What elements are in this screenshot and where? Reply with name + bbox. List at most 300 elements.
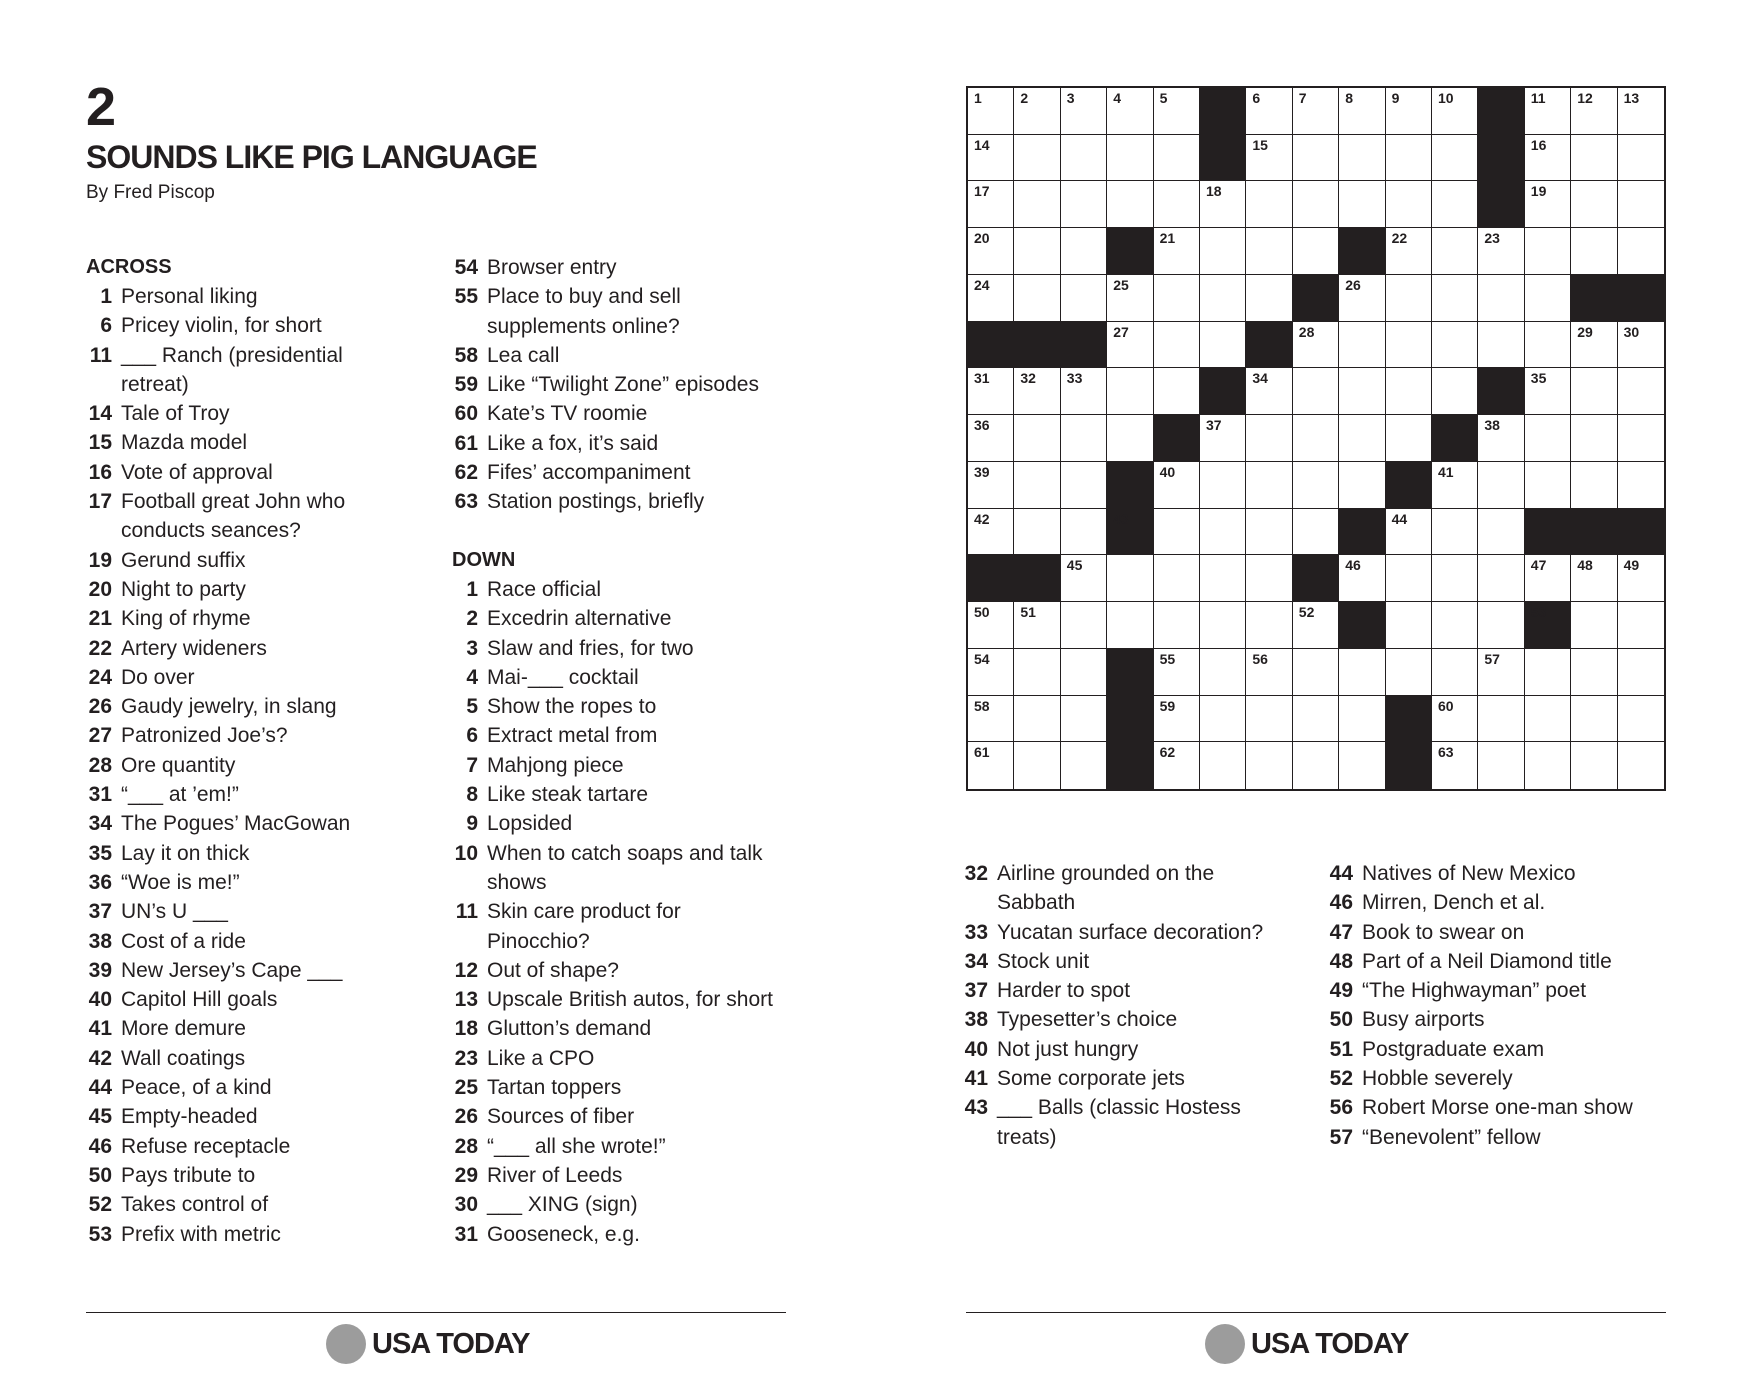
cell-number: 56 — [1252, 650, 1268, 667]
clue-text: Excedrin alternative — [487, 607, 672, 631]
grid-cell[interactable] — [1293, 228, 1339, 275]
grid-cell[interactable] — [1246, 555, 1292, 602]
grid-cell[interactable] — [1525, 228, 1571, 275]
clue-item — [86, 428, 456, 457]
grid-cell[interactable] — [1061, 88, 1107, 135]
grid-cell[interactable] — [1571, 368, 1617, 415]
clue-number: 1 — [466, 577, 478, 601]
grid-cell[interactable] — [1293, 649, 1339, 696]
grid-cell[interactable] — [1200, 602, 1246, 649]
cell-number: 9 — [1391, 90, 1400, 106]
grid-cell[interactable] — [1386, 228, 1432, 275]
grid-cell[interactable] — [1571, 181, 1617, 228]
grid-cell[interactable] — [1571, 135, 1617, 182]
grid-cell[interactable] — [1200, 275, 1246, 322]
grid-cell[interactable] — [1014, 181, 1060, 228]
clue-text: Vote of approval — [121, 460, 273, 484]
clue-item — [962, 1064, 1332, 1093]
grid-cell[interactable] — [1339, 415, 1385, 462]
grid-cell[interactable] — [1246, 649, 1292, 696]
grid-cell[interactable] — [968, 696, 1014, 743]
grid-cell[interactable] — [1525, 368, 1571, 415]
grid-cell[interactable] — [1154, 555, 1200, 602]
clue-text: “___ all she wrote!” — [487, 1134, 666, 1158]
grid-cell[interactable] — [1386, 368, 1432, 415]
clue-number: 31 — [454, 1222, 478, 1246]
grid-cell[interactable] — [1061, 696, 1107, 743]
clue-number: 36 — [88, 870, 112, 894]
grid-cell[interactable] — [1618, 368, 1664, 415]
grid-cell[interactable] — [1432, 88, 1478, 135]
clue-text: “___ at ’em!” — [121, 783, 239, 807]
grid-cell[interactable] — [1200, 509, 1246, 556]
grid-cell[interactable] — [1386, 322, 1432, 369]
grid-cell[interactable] — [1293, 696, 1339, 743]
grid-cell[interactable] — [1618, 462, 1664, 509]
cell-number: 31 — [974, 370, 990, 387]
grid-cell[interactable] — [1246, 742, 1292, 789]
grid-cell[interactable] — [1525, 742, 1571, 789]
grid-cell[interactable] — [1154, 649, 1200, 696]
grid-cell[interactable] — [1618, 696, 1664, 743]
grid-cell[interactable] — [1061, 228, 1107, 275]
grid-cell[interactable] — [1525, 181, 1571, 228]
clue-column-1 — [86, 253, 456, 1249]
grid-cell[interactable] — [1014, 368, 1060, 415]
grid-cell[interactable] — [1339, 181, 1385, 228]
grid-cell[interactable] — [1200, 742, 1246, 789]
grid-cell[interactable] — [1571, 462, 1617, 509]
black-square — [1154, 415, 1200, 462]
grid-cell[interactable] — [1432, 696, 1478, 743]
grid-cell[interactable] — [1478, 415, 1524, 462]
grid-cell[interactable] — [968, 228, 1014, 275]
clue-item — [452, 634, 812, 663]
grid-cell[interactable] — [1432, 135, 1478, 182]
clue-text: Mirren, Dench et al. — [1362, 891, 1546, 915]
clue-number: 34 — [964, 949, 988, 973]
clue-number: 63 — [454, 490, 478, 514]
grid-cell[interactable] — [1432, 509, 1478, 556]
clue-item — [86, 1044, 456, 1073]
grid-cell[interactable] — [1571, 88, 1617, 135]
grid-cell[interactable] — [1061, 742, 1107, 789]
grid-cell[interactable] — [1525, 88, 1571, 135]
grid-cell[interactable] — [1154, 228, 1200, 275]
clue-text: Typesetter’s choice — [997, 1008, 1178, 1032]
grid-cell[interactable] — [1571, 228, 1617, 275]
cell-number: 8 — [1345, 90, 1353, 106]
grid-cell[interactable] — [1246, 415, 1292, 462]
grid-cell[interactable] — [1014, 415, 1060, 462]
clue-number: 48 — [1329, 949, 1353, 973]
clue-number: 44 — [1329, 862, 1353, 885]
grid-cell[interactable] — [1154, 509, 1200, 556]
grid-cell[interactable] — [1246, 368, 1292, 415]
grid-cell[interactable] — [1246, 602, 1292, 649]
grid-cell[interactable] — [1246, 88, 1292, 135]
grid-cell[interactable] — [1014, 88, 1060, 135]
grid-cell[interactable] — [1154, 181, 1200, 228]
grid-cell[interactable] — [1154, 696, 1200, 743]
cell-number: 53 — [1530, 604, 1547, 621]
clue-text: Like a CPO — [487, 1046, 595, 1070]
grid-cell[interactable] — [1339, 555, 1385, 602]
clue-item — [86, 751, 456, 780]
grid-cell[interactable] — [1339, 696, 1385, 743]
clue-item — [452, 312, 812, 341]
grid-cell[interactable] — [1478, 462, 1524, 509]
grid-cell[interactable] — [1339, 275, 1385, 322]
grid-cell[interactable] — [1618, 322, 1664, 369]
grid-cell[interactable] — [1432, 368, 1478, 415]
cell-number: 28 — [1298, 323, 1315, 340]
grid-cell[interactable] — [1154, 275, 1200, 322]
grid-cell[interactable] — [968, 415, 1014, 462]
grid-cell[interactable] — [1386, 555, 1432, 602]
grid-cell[interactable] — [1246, 228, 1292, 275]
grid-cell[interactable] — [1061, 275, 1107, 322]
grid-cell[interactable] — [968, 135, 1014, 182]
grid-cell[interactable] — [1293, 462, 1339, 509]
grid-cell[interactable] — [968, 275, 1014, 322]
grid-cell[interactable] — [1618, 742, 1664, 789]
grid-cell[interactable] — [1432, 555, 1478, 602]
grid-cell[interactable] — [1571, 649, 1617, 696]
grid-cell[interactable] — [1107, 322, 1153, 369]
grid-cell[interactable] — [1107, 135, 1153, 182]
grid-cell[interactable] — [1432, 181, 1478, 228]
clue-number: 19 — [88, 548, 112, 572]
clue-number: 37 — [964, 979, 988, 1003]
grid-cell[interactable] — [1478, 555, 1524, 602]
grid-cell[interactable] — [1525, 322, 1571, 369]
grid-cell[interactable] — [1571, 742, 1617, 789]
clue-text: Football great John who — [121, 490, 346, 514]
grid-cell[interactable] — [1618, 649, 1664, 696]
clue-item — [452, 341, 812, 370]
grid-cell[interactable] — [1525, 696, 1571, 743]
cell-number: 62 — [1159, 744, 1176, 761]
grid-cell[interactable] — [1478, 742, 1524, 789]
grid-cell[interactable] — [1432, 228, 1478, 275]
cell-number: 16 — [1530, 136, 1547, 153]
black-square — [1107, 696, 1153, 743]
black-square — [1107, 509, 1153, 556]
clue-number: 26 — [88, 695, 112, 719]
grid-cell[interactable] — [1386, 181, 1432, 228]
clue-text: Out of shape? — [487, 958, 619, 982]
black-square — [1571, 275, 1617, 322]
clue-item — [1327, 1123, 1687, 1152]
clue-number: 9 — [466, 812, 478, 836]
clue-item — [452, 1220, 812, 1249]
grid-cell[interactable] — [1339, 742, 1385, 789]
grid-cell[interactable] — [1386, 135, 1432, 182]
grid-cell[interactable] — [1200, 649, 1246, 696]
usa-today-logo-left: USA TODAY — [326, 1324, 530, 1364]
clue-number — [452, 312, 478, 341]
grid-cell[interactable] — [1246, 462, 1292, 509]
cell-number: 48 — [1577, 557, 1593, 574]
clue-column-4 — [1327, 859, 1687, 1152]
clue-number: 4 — [466, 665, 478, 689]
grid-cell[interactable] — [1432, 649, 1478, 696]
grid-cell[interactable] — [968, 88, 1014, 135]
grid-cell[interactable] — [1014, 228, 1060, 275]
clue-item — [452, 956, 812, 985]
clue-text: conducts seances? — [121, 519, 301, 543]
grid-cell[interactable] — [1478, 649, 1524, 696]
clue-item — [452, 253, 812, 282]
grid-cell[interactable] — [1478, 602, 1524, 649]
grid-cell[interactable] — [1107, 602, 1153, 649]
grid-cell[interactable] — [1200, 228, 1246, 275]
clue-text: River of Leeds — [487, 1163, 623, 1187]
grid-cell[interactable] — [1293, 88, 1339, 135]
grid-cell[interactable] — [1154, 88, 1200, 135]
cell-number: 5 — [1159, 90, 1168, 106]
black-square — [968, 555, 1014, 602]
grid-cell[interactable] — [1061, 135, 1107, 182]
grid-cell[interactable] — [1014, 462, 1060, 509]
grid-cell[interactable] — [1154, 135, 1200, 182]
grid-cell[interactable] — [968, 602, 1014, 649]
black-square — [1386, 696, 1432, 743]
clue-number: 46 — [1329, 891, 1353, 915]
grid-cell[interactable] — [1571, 696, 1617, 743]
clue-number: 57 — [1329, 1125, 1353, 1149]
clue-text: Pinocchio? — [487, 929, 590, 953]
grid-cell[interactable] — [1432, 322, 1478, 369]
grid-cell[interactable] — [1107, 275, 1153, 322]
grid-cell[interactable] — [1432, 602, 1478, 649]
clue-item — [452, 897, 812, 926]
grid-cell[interactable] — [968, 742, 1014, 789]
footer-rule-left — [86, 1312, 786, 1313]
clue-text: Mazda model — [121, 431, 248, 455]
clue-item — [86, 663, 456, 692]
black-square — [1525, 602, 1571, 649]
clue-item — [452, 487, 812, 516]
black-square — [1432, 415, 1478, 462]
grid-cell[interactable] — [1293, 368, 1339, 415]
grid-cell[interactable] — [1618, 415, 1664, 462]
clue-item — [452, 370, 812, 399]
grid-cell[interactable] — [968, 462, 1014, 509]
grid-cell[interactable] — [1061, 462, 1107, 509]
black-square — [968, 322, 1014, 369]
grid-cell[interactable] — [1154, 322, 1200, 369]
grid-cell[interactable] — [1339, 462, 1385, 509]
grid-cell[interactable] — [1200, 322, 1246, 369]
grid-cell[interactable] — [1246, 181, 1292, 228]
grid-cell[interactable] — [1525, 275, 1571, 322]
clue-number: 46 — [88, 1134, 112, 1158]
grid-cell[interactable] — [1107, 88, 1153, 135]
clue-item — [452, 839, 812, 868]
grid-cell[interactable] — [1200, 415, 1246, 462]
grid-cell[interactable] — [1246, 275, 1292, 322]
clue-item — [452, 1014, 812, 1043]
clue-number: 17 — [88, 490, 112, 514]
grid-cell[interactable] — [1525, 415, 1571, 462]
grid-cell[interactable] — [1293, 509, 1339, 556]
grid-cell[interactable] — [1571, 322, 1617, 369]
grid-cell[interactable] — [1014, 649, 1060, 696]
clue-item — [86, 839, 456, 868]
grid-cell[interactable] — [1339, 368, 1385, 415]
grid-cell[interactable] — [1432, 275, 1478, 322]
clue-item — [1327, 859, 1687, 888]
grid-cell[interactable] — [1246, 696, 1292, 743]
clue-item — [452, 1161, 812, 1190]
grid-cell[interactable] — [1154, 368, 1200, 415]
grid-cell[interactable] — [1339, 649, 1385, 696]
grid-cell[interactable] — [1107, 181, 1153, 228]
clue-number: 32 — [964, 862, 988, 885]
grid-cell[interactable] — [1478, 275, 1524, 322]
grid-cell[interactable] — [1618, 88, 1664, 135]
grid-cell[interactable] — [1618, 135, 1664, 182]
grid-cell[interactable] — [1246, 509, 1292, 556]
clue-number: 3 — [466, 636, 478, 660]
grid-cell[interactable] — [1293, 415, 1339, 462]
grid-cell[interactable] — [1200, 181, 1246, 228]
grid-cell[interactable] — [1478, 509, 1524, 556]
grid-cell[interactable] — [1154, 462, 1200, 509]
clue-text: Cost of a ride — [121, 929, 246, 953]
grid-cell[interactable] — [1339, 135, 1385, 182]
clue-item — [1327, 976, 1687, 1005]
clue-text: Do over — [121, 665, 195, 689]
grid-cell[interactable] — [1293, 181, 1339, 228]
clue-item — [452, 1073, 812, 1102]
grid-cell[interactable] — [1014, 602, 1060, 649]
grid-cell[interactable] — [1061, 415, 1107, 462]
grid-cell[interactable] — [1618, 228, 1664, 275]
clue-item — [452, 780, 812, 809]
grid-cell[interactable] — [1293, 602, 1339, 649]
grid-cell[interactable] — [968, 181, 1014, 228]
grid-cell[interactable] — [1386, 649, 1432, 696]
clue-text: Mahjong piece — [487, 753, 624, 777]
grid-cell[interactable] — [1061, 602, 1107, 649]
grid-cell[interactable] — [1061, 181, 1107, 228]
grid-cell[interactable] — [1014, 135, 1060, 182]
grid-cell[interactable] — [1154, 602, 1200, 649]
grid-cell[interactable] — [1525, 462, 1571, 509]
grid-cell[interactable] — [1386, 88, 1432, 135]
grid-cell[interactable] — [1478, 696, 1524, 743]
grid-cell[interactable] — [1525, 135, 1571, 182]
clue-text: Sources of fiber — [487, 1105, 635, 1129]
grid-cell[interactable] — [1386, 415, 1432, 462]
clue-item — [86, 721, 456, 750]
grid-cell[interactable] — [1200, 555, 1246, 602]
grid-cell[interactable] — [1061, 509, 1107, 556]
clue-item — [452, 604, 812, 633]
clue-item — [86, 1132, 456, 1161]
grid-cell[interactable] — [1432, 462, 1478, 509]
grid-cell[interactable] — [1386, 602, 1432, 649]
grid-cell[interactable] — [1618, 181, 1664, 228]
grid-cell[interactable] — [968, 368, 1014, 415]
clue-text: Artery wideners — [121, 636, 267, 660]
clue-number: 62 — [454, 461, 478, 485]
clue-number: 2 — [466, 607, 478, 631]
puzzle-title: SOUNDS LIKE PIG LANGUAGE — [86, 139, 537, 175]
grid-cell[interactable] — [1154, 742, 1200, 789]
grid-cell[interactable] — [1014, 696, 1060, 743]
grid-cell[interactable] — [1014, 509, 1060, 556]
usa-today-dot-icon — [1205, 1324, 1245, 1364]
clue-text: Browser entry — [487, 256, 617, 279]
grid-cell[interactable] — [1386, 275, 1432, 322]
crossword-grid[interactable] — [966, 86, 1666, 791]
clue-text: Sabbath — [997, 891, 1076, 915]
clue-text: Personal liking — [121, 285, 258, 308]
grid-cell[interactable] — [1293, 322, 1339, 369]
grid-cell[interactable] — [1432, 742, 1478, 789]
grid-cell[interactable] — [1571, 555, 1617, 602]
grid-cell[interactable] — [1386, 509, 1432, 556]
clue-text: Kate’s TV roomie — [487, 402, 648, 426]
grid-cell[interactable] — [1014, 742, 1060, 789]
grid-cell[interactable] — [1107, 415, 1153, 462]
grid-cell[interactable] — [1618, 555, 1664, 602]
grid-cell[interactable] — [1061, 368, 1107, 415]
grid-cell[interactable] — [1525, 649, 1571, 696]
grid-cell[interactable] — [1107, 555, 1153, 602]
grid-cell[interactable] — [1525, 555, 1571, 602]
grid-cell[interactable] — [1571, 602, 1617, 649]
grid-cell[interactable] — [1571, 415, 1617, 462]
clue-number: 1 — [100, 285, 112, 308]
grid-cell[interactable] — [1478, 322, 1524, 369]
clue-text: Harder to spot — [997, 979, 1131, 1003]
grid-cell[interactable] — [1061, 555, 1107, 602]
grid-cell[interactable] — [1061, 649, 1107, 696]
clue-number: 31 — [88, 783, 112, 807]
grid-cell[interactable] — [1107, 368, 1153, 415]
grid-cell[interactable] — [1293, 135, 1339, 182]
clue-item — [86, 341, 456, 370]
grid-cell[interactable] — [1339, 88, 1385, 135]
clue-text: Tartan toppers — [487, 1076, 622, 1100]
clue-text: Empty-headed — [121, 1105, 258, 1129]
grid-cell[interactable] — [1339, 322, 1385, 369]
cell-number: 58 — [974, 697, 990, 714]
grid-cell[interactable] — [1293, 742, 1339, 789]
clue-number: 11 — [89, 343, 112, 367]
grid-cell[interactable] — [1200, 462, 1246, 509]
grid-cell[interactable] — [968, 649, 1014, 696]
grid-cell[interactable] — [1246, 135, 1292, 182]
clue-item — [452, 1044, 812, 1073]
grid-cell[interactable] — [968, 509, 1014, 556]
clue-item — [452, 1132, 812, 1161]
clue-text: Fifes’ accompaniment — [487, 461, 691, 485]
grid-cell[interactable] — [1014, 275, 1060, 322]
grid-cell[interactable] — [1618, 602, 1664, 649]
clue-item — [86, 1190, 456, 1219]
grid-cell[interactable] — [1200, 696, 1246, 743]
clue-number: 49 — [1329, 979, 1353, 1003]
clue-column-2 — [452, 253, 812, 1249]
clue-item — [962, 1123, 1332, 1152]
grid-cell[interactable] — [1478, 228, 1524, 275]
